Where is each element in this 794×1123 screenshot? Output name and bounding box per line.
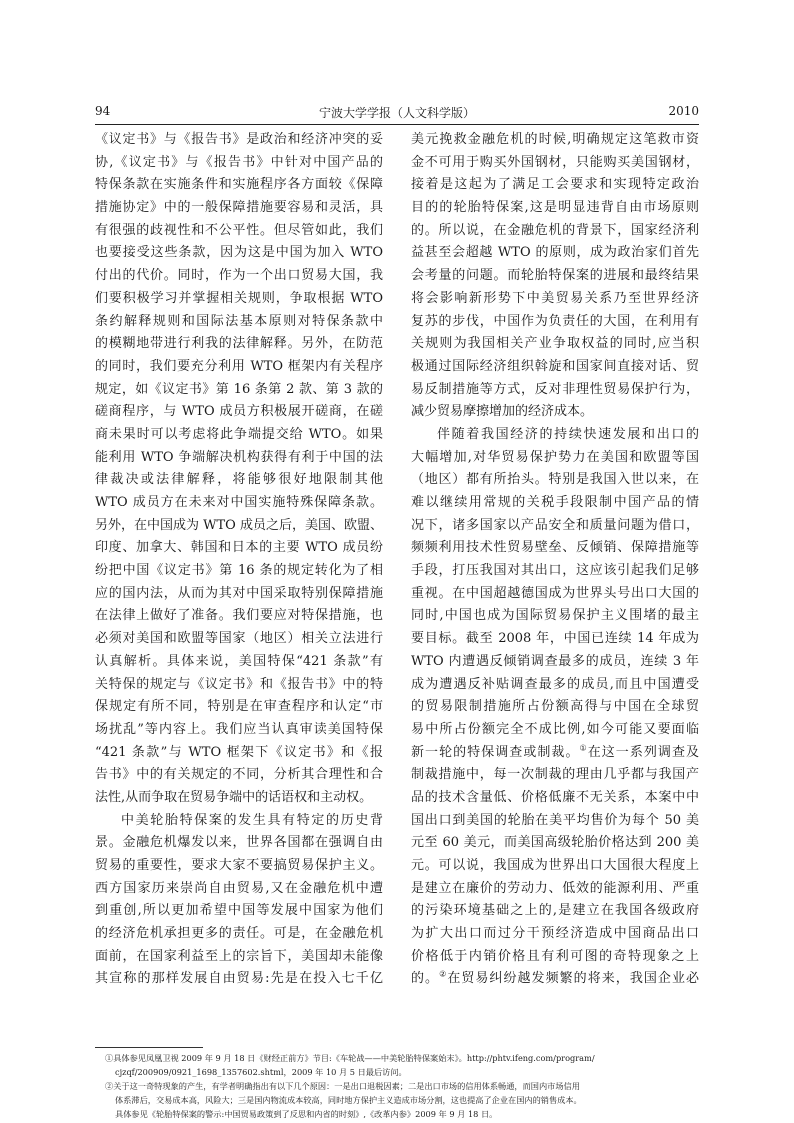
text-line: 接着是这起为了满足工会要求和实现特定政治	[411, 177, 699, 193]
text-line: 为扩大出口而过分干预经济造成中国商品出口	[411, 926, 699, 942]
text-line: 目的的轮胎特保案,这是明显违背自由市场原则	[411, 200, 699, 216]
footnote-1-continued: cjzqf/200909/0921_1698_1357602.shtml，2009 年 10 月 5 日最后访问。	[115, 1067, 407, 1077]
text-segment: 在这一系列调查及	[587, 744, 699, 760]
paragraph-first-line: 伴随着我国经济的持续快速发展和出口的	[437, 426, 699, 442]
paragraph-first-line: 中美轮胎特保案的发生具有特定的历史背	[121, 812, 383, 828]
text-line: 认真解析。具体来说，美国特保“421 条款”有	[95, 653, 383, 669]
footnotes	[105, 1051, 699, 1121]
text-line: 关特保的规定与《议定书》和《报告书》中的特	[95, 676, 383, 692]
text-line: 价格低于内销价格且有利可图的奇特现象之上	[411, 948, 699, 964]
text-line: 会考量的问题。而轮胎特保案的进展和最终结果	[411, 268, 699, 284]
text-line: 益甚至会超越 WTO 的原则，成为政治家们首先	[411, 245, 699, 261]
footnote-1: ①具体参见凤凰卫视 2009 年 9 月 18 日《财经正前方》节目:《车轮战——中美轮胎特保案始末》。http://phtv.ifeng.com/program/	[105, 1053, 595, 1063]
text-line: 易中所占份额完全不成比例,如今可能又要面临	[411, 721, 699, 737]
footnote-2-continued: 体系滞后，交易成本高，风险大；三是国内物流成本较高，同时地方保护主义造成市场分割，这也提高了企业在国内的销售成本。	[115, 1095, 582, 1105]
text-line: 在法律上做好了准备。我们要应对特保措施，也	[95, 608, 383, 624]
text-line: 要目标。截至 2008 年，中国已连续 14 年成为	[411, 631, 699, 647]
text-line: 印度、加拿大、韩国和日本的主要 WTO 成员纷	[95, 540, 383, 556]
text-line: 极通过国际经济组织斡旋和国家间直接对话、贸	[411, 358, 699, 374]
text-line: 《议定书》与《报告书》是政治和经济冲突的妥	[95, 132, 383, 147]
text-line: 手段，打压我国对其出口，这应该引起我们足够	[411, 563, 699, 579]
text-line: 措施协定》中的一般保障措施要容易和灵活，具	[95, 200, 383, 216]
text-segment: 新一轮的特保调查或制裁。	[411, 744, 580, 760]
footnote-2-continued: 具体参见《轮胎特保案的警示:中国贸易政策到了反思和内省的时刻》,《改革内参》2009 年 9 月 18 日。	[115, 1109, 498, 1119]
left-column	[95, 129, 383, 991]
text-line: （地区）都有所抬头。特别是我国入世以来，在	[411, 472, 699, 488]
text-line: 另外，在中国成为 WTO 成员之后，美国、欧盟、	[95, 517, 383, 533]
text-line: 到重创,所以更加希望中国等发展中国家为他们	[95, 903, 383, 919]
text-line: 重视。在中国超越德国成为世界头号出口大国的	[411, 585, 699, 601]
text-line: 贸易的重要性，要求大家不要搞贸易保护主义。	[95, 858, 383, 873]
text-line: 协,《议定书》与《报告书》中针对中国产品的	[95, 154, 383, 170]
text-line: 特保条款在实施条件和实施程序各方面较《保障	[95, 177, 383, 193]
text-line: 国出口到美国的轮胎在美平均售价为每个 50 美	[411, 812, 699, 828]
text-line: 减少贸易摩擦增加的经济成本。	[411, 404, 594, 420]
text-line: 是建立在廉价的劳动力、低效的能源利用、严重	[411, 880, 699, 896]
text-line: 规定，如《议定书》第 16 条第 2 款、第 3 款的	[95, 381, 383, 397]
text-line: 保规定有所不同，特别是在审查程序和认定“市	[95, 699, 383, 715]
text-line: 条约解释规则和国际法基本原则对特保条款中	[95, 313, 383, 329]
text-line: 频频利用技术性贸易壁垒、反倾销、保障措施等	[411, 540, 699, 556]
text-line: 的贸易限制措施所占份额高得与中国在全球贸	[411, 699, 699, 715]
text-line: 西方国家历来崇尚自由贸易,又在金融危机中遭	[95, 880, 383, 896]
text-line: 的。所以说，在金融危机的背景下，国家经济利	[411, 222, 699, 238]
text-line: 美元挽救金融危机的时候,明确规定这笔救市资	[411, 132, 699, 147]
text-line: 复苏的步伐，中国作为负责任的大国，在利用有	[411, 313, 699, 329]
text-line: 也要接受这些条款，因为这是中国为加入 WTO	[95, 245, 383, 261]
text-line: 元至 60 美元，而美国高级轮胎价格达到 200 美	[411, 835, 699, 851]
footnote-ref-1[interactable]: ①	[579, 743, 588, 753]
text-line: 商未果时可以考虑将此争端提交给 WTO。如果	[95, 426, 383, 442]
text-line: 应的国内法，从而为其对中国采取特别保障措施	[95, 585, 383, 601]
text-line: 能利用 WTO 争端解决机构获得有利于中国的法	[95, 449, 383, 465]
footnote-ref-2[interactable]: ②	[439, 970, 448, 980]
text-line: 们要积极学习并掌握相关规则，争取根据 WTO	[95, 290, 383, 306]
text-line: 元。可以说，我国成为世界出口大国很大程度上	[411, 858, 699, 873]
text-line: 况下，诸多国家以产品安全和质量问题为借口，	[411, 517, 699, 533]
text-line: 大幅增加,对华贸易保护势力在美国和欧盟等国	[411, 449, 699, 465]
text-line: 的污染环境基础之上的,是建立在我国各级政府	[411, 903, 699, 919]
text-line: 的同时，我们要充分利用 WTO 框架内有关程序	[95, 358, 383, 374]
text-line: 付出的代价。同时，作为一个出口贸易大国，我	[95, 268, 383, 284]
text-line: 纷把中国《议定书》第 16 条的规定转化为了相	[95, 563, 383, 579]
text-line: 品的技术含量低、价格低廉不无关系，本案中中	[411, 789, 699, 805]
text-line: 场扰乱”等内容上。我们应当认真审读美国特保	[95, 721, 383, 737]
publication-year: 2010	[668, 104, 699, 118]
text-line: 面前，在国家利益至上的宗旨下，美国却未能像	[95, 948, 383, 964]
text-segment: 的。	[411, 971, 440, 987]
text-line: 难以继续用常规的关税手段限制中国产品的情	[411, 495, 699, 510]
text-line: “421 条款”与 WTO 框架下《议定书》和《报	[95, 744, 383, 760]
right-column	[411, 129, 699, 991]
text-line: 易反制措施等方式，反对非理性贸易保护行为，	[411, 381, 699, 397]
text-line: 景。金融危机爆发以来，世界各国都在强调自由	[95, 835, 383, 851]
text-segment: 在贸易纠纷越发频繁的将来，我国企业必	[447, 971, 699, 987]
text-line-with-note	[411, 742, 699, 765]
text-line-with-note	[411, 968, 699, 991]
text-line: 成为遭遇反补贴调查最多的成员,而且中国遭受	[411, 676, 699, 692]
text-line: 律裁决或法律解释，将能够很好地限制其他	[95, 472, 383, 488]
text-line: 的模糊地带进行利我的法律解释。另外，在防范	[95, 336, 383, 352]
text-line: 有很强的歧视性和不公平性。但尽管如此，我们	[95, 222, 383, 238]
text-line: 金不可用于购买外国钢材，只能购买美国钢材，	[411, 154, 699, 170]
journal-title: 宁波大学学报（人文科学版）	[318, 106, 475, 120]
text-line: 磋商程序，与 WTO 成员方积极展开磋商，在磋	[95, 404, 383, 420]
footnote-divider	[95, 1047, 203, 1048]
footnote-2: ②关于这一奇特现象的产生，有学者明确指出有以下几个原因：一是出口退税因素；二是出口市场的信用体系畅通，而国内市场信用	[105, 1081, 580, 1091]
text-line: 将会影响新形势下中美贸易关系乃至世界经济	[411, 290, 699, 306]
text-line: 关规则为我国相关产业争取权益的同时,应当积	[411, 336, 699, 352]
text-line: 制裁措施中，每一次制裁的理由几乎都与我国产	[411, 767, 699, 783]
text-line: 必须对美国和欧盟等国家（地区）相关立法进行	[95, 631, 383, 647]
text-line: 其宣称的那样发展自由贸易:先是在投入七千亿	[95, 971, 383, 987]
text-line: 的经济危机承担更多的责任。可是，在金融危机	[95, 926, 383, 942]
page-number: 94	[95, 104, 111, 118]
text-line: WTO 内遭遇反倾销调查最多的成员，连续 3 年	[411, 653, 699, 669]
running-header	[95, 104, 699, 125]
text-line: WTO 成员方在未来对中国实施特殊保障条款。	[95, 495, 383, 510]
text-line: 法性,从而争取在贸易争端中的话语权和主动权。	[95, 789, 373, 805]
text-line: 同时,中国也成为国际贸易保护主义围堵的最主	[411, 608, 699, 624]
text-line: 告书》中的有关规定的不同，分析其合理性和合	[95, 767, 383, 783]
